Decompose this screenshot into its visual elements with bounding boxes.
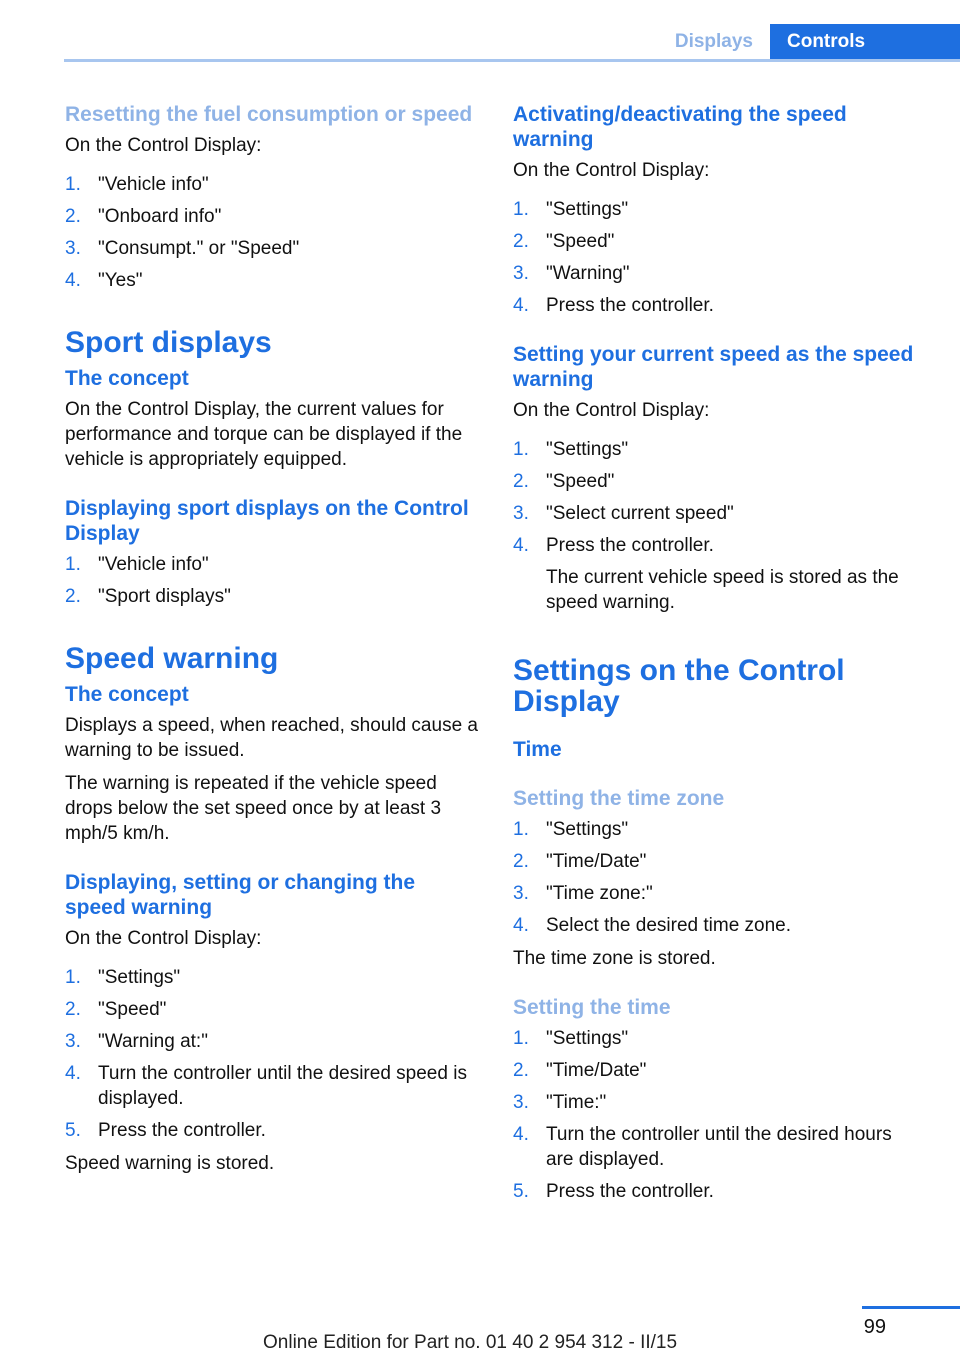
header-divider <box>64 59 960 62</box>
sport-display-heading: Displaying sport displays on the Control Display <box>65 497 469 545</box>
list-item: 1. "Settings" <box>65 967 181 988</box>
list-item: 4. Turn the controller until the desired speed is displayed. <box>65 1063 467 1109</box>
speed-concept-text-2: The warning is repeated if the vehicle speed drops below the set speed once by at least 3 mph/5 km/h. <box>65 773 442 844</box>
right-column <box>513 102 923 1212</box>
list-item: 4. "Yes" <box>65 270 143 291</box>
sport-concept-text: On the Control Display, the current values for performance and torque can be displayed if the vehicle is appropriately equipped. <box>65 399 463 470</box>
speed-set-heading: Displaying, setting or changing the speed warning <box>65 871 416 919</box>
set-time-heading: Setting the time <box>513 996 671 1019</box>
speed-concept-heading: The concept <box>65 683 189 706</box>
list-item: 2. "Time/Date" <box>513 851 647 872</box>
list-item: 2. "Speed" <box>513 471 615 492</box>
header-tabs <box>658 24 960 60</box>
activate-steps <box>513 197 923 318</box>
list-item: 2. "Speed" <box>65 999 167 1020</box>
list-item: 3. "Select current speed" <box>513 503 734 524</box>
speed-warning-title: Speed warning <box>65 642 279 675</box>
list-item: 1. "Vehicle info" <box>65 554 209 575</box>
sport-steps <box>65 552 480 609</box>
current-speed-note: The current vehicle speed is stored as the speed warning. <box>546 567 899 613</box>
settings-title: Settings on the Control Display <box>513 654 845 718</box>
list-item: 4. Press the controller. The current vehicle speed is stored as the speed warning. <box>513 533 923 615</box>
list-item: 1. "Settings" <box>513 199 629 220</box>
list-item: 1. "Vehicle info" <box>65 174 209 195</box>
tab-controls[interactable]: Controls <box>770 24 960 60</box>
time-zone-heading: Setting the time zone <box>513 787 725 810</box>
list-item: 1. "Settings" <box>513 1028 629 1049</box>
footer-divider <box>862 1306 960 1309</box>
speed-set-steps <box>65 965 480 1143</box>
list-item: 2. "Speed" <box>513 231 615 252</box>
sport-concept-heading: The concept <box>65 367 189 390</box>
list-item: 4. Select the desired time zone. <box>513 915 792 936</box>
activate-intro: On the Control Display: <box>513 160 710 181</box>
left-column <box>65 102 480 1184</box>
reset-steps <box>65 172 480 293</box>
reset-intro: On the Control Display: <box>65 135 262 156</box>
list-item: 2. "Onboard info" <box>65 206 222 227</box>
list-item: 3. "Time zone:" <box>513 883 653 904</box>
time-heading: Time <box>513 738 562 761</box>
time-zone-steps <box>513 817 923 938</box>
time-zone-result: The time zone is stored. <box>513 948 716 969</box>
reset-heading: Resetting the fuel consumption or speed <box>65 103 473 126</box>
list-item: 3. "Consumpt." or "Speed" <box>65 238 300 259</box>
list-item: 3. "Warning" <box>513 263 630 284</box>
list-item: 1. "Settings" <box>513 439 629 460</box>
tab-displays[interactable]: Displays <box>658 24 770 60</box>
list-item: 4. Turn the controller until the desired hours are displayed. <box>513 1124 892 1170</box>
list-item: 5. Press the controller. <box>513 1181 714 1202</box>
current-speed-intro: On the Control Display: <box>513 400 710 421</box>
speed-set-intro: On the Control Display: <box>65 928 262 949</box>
current-speed-heading: Setting your current speed as the speed warning <box>513 343 914 391</box>
list-item: 1. "Settings" <box>513 819 629 840</box>
edition-footer: Online Edition for Part no. 01 40 2 954 312 - II/15 <box>263 1332 678 1353</box>
list-item: 2. "Sport displays" <box>65 586 231 607</box>
list-item: 4. Press the controller. <box>513 295 714 316</box>
sport-displays-title: Sport displays <box>65 326 272 359</box>
list-item: 5. Press the controller. <box>65 1120 266 1141</box>
activate-heading: Activating/deactivating the speed warning <box>513 103 847 151</box>
page-number: 99 <box>863 1316 886 1338</box>
speed-concept-text-1: Displays a speed, when reached, should cause a warning to be issued. <box>65 715 478 761</box>
list-item: 2. "Time/Date" <box>513 1060 647 1081</box>
list-item: 3. "Warning at:" <box>65 1031 208 1052</box>
set-time-steps <box>513 1026 923 1204</box>
speed-set-result: Speed warning is stored. <box>65 1153 275 1174</box>
list-item: 3. "Time:" <box>513 1092 607 1113</box>
current-speed-steps <box>513 437 923 615</box>
